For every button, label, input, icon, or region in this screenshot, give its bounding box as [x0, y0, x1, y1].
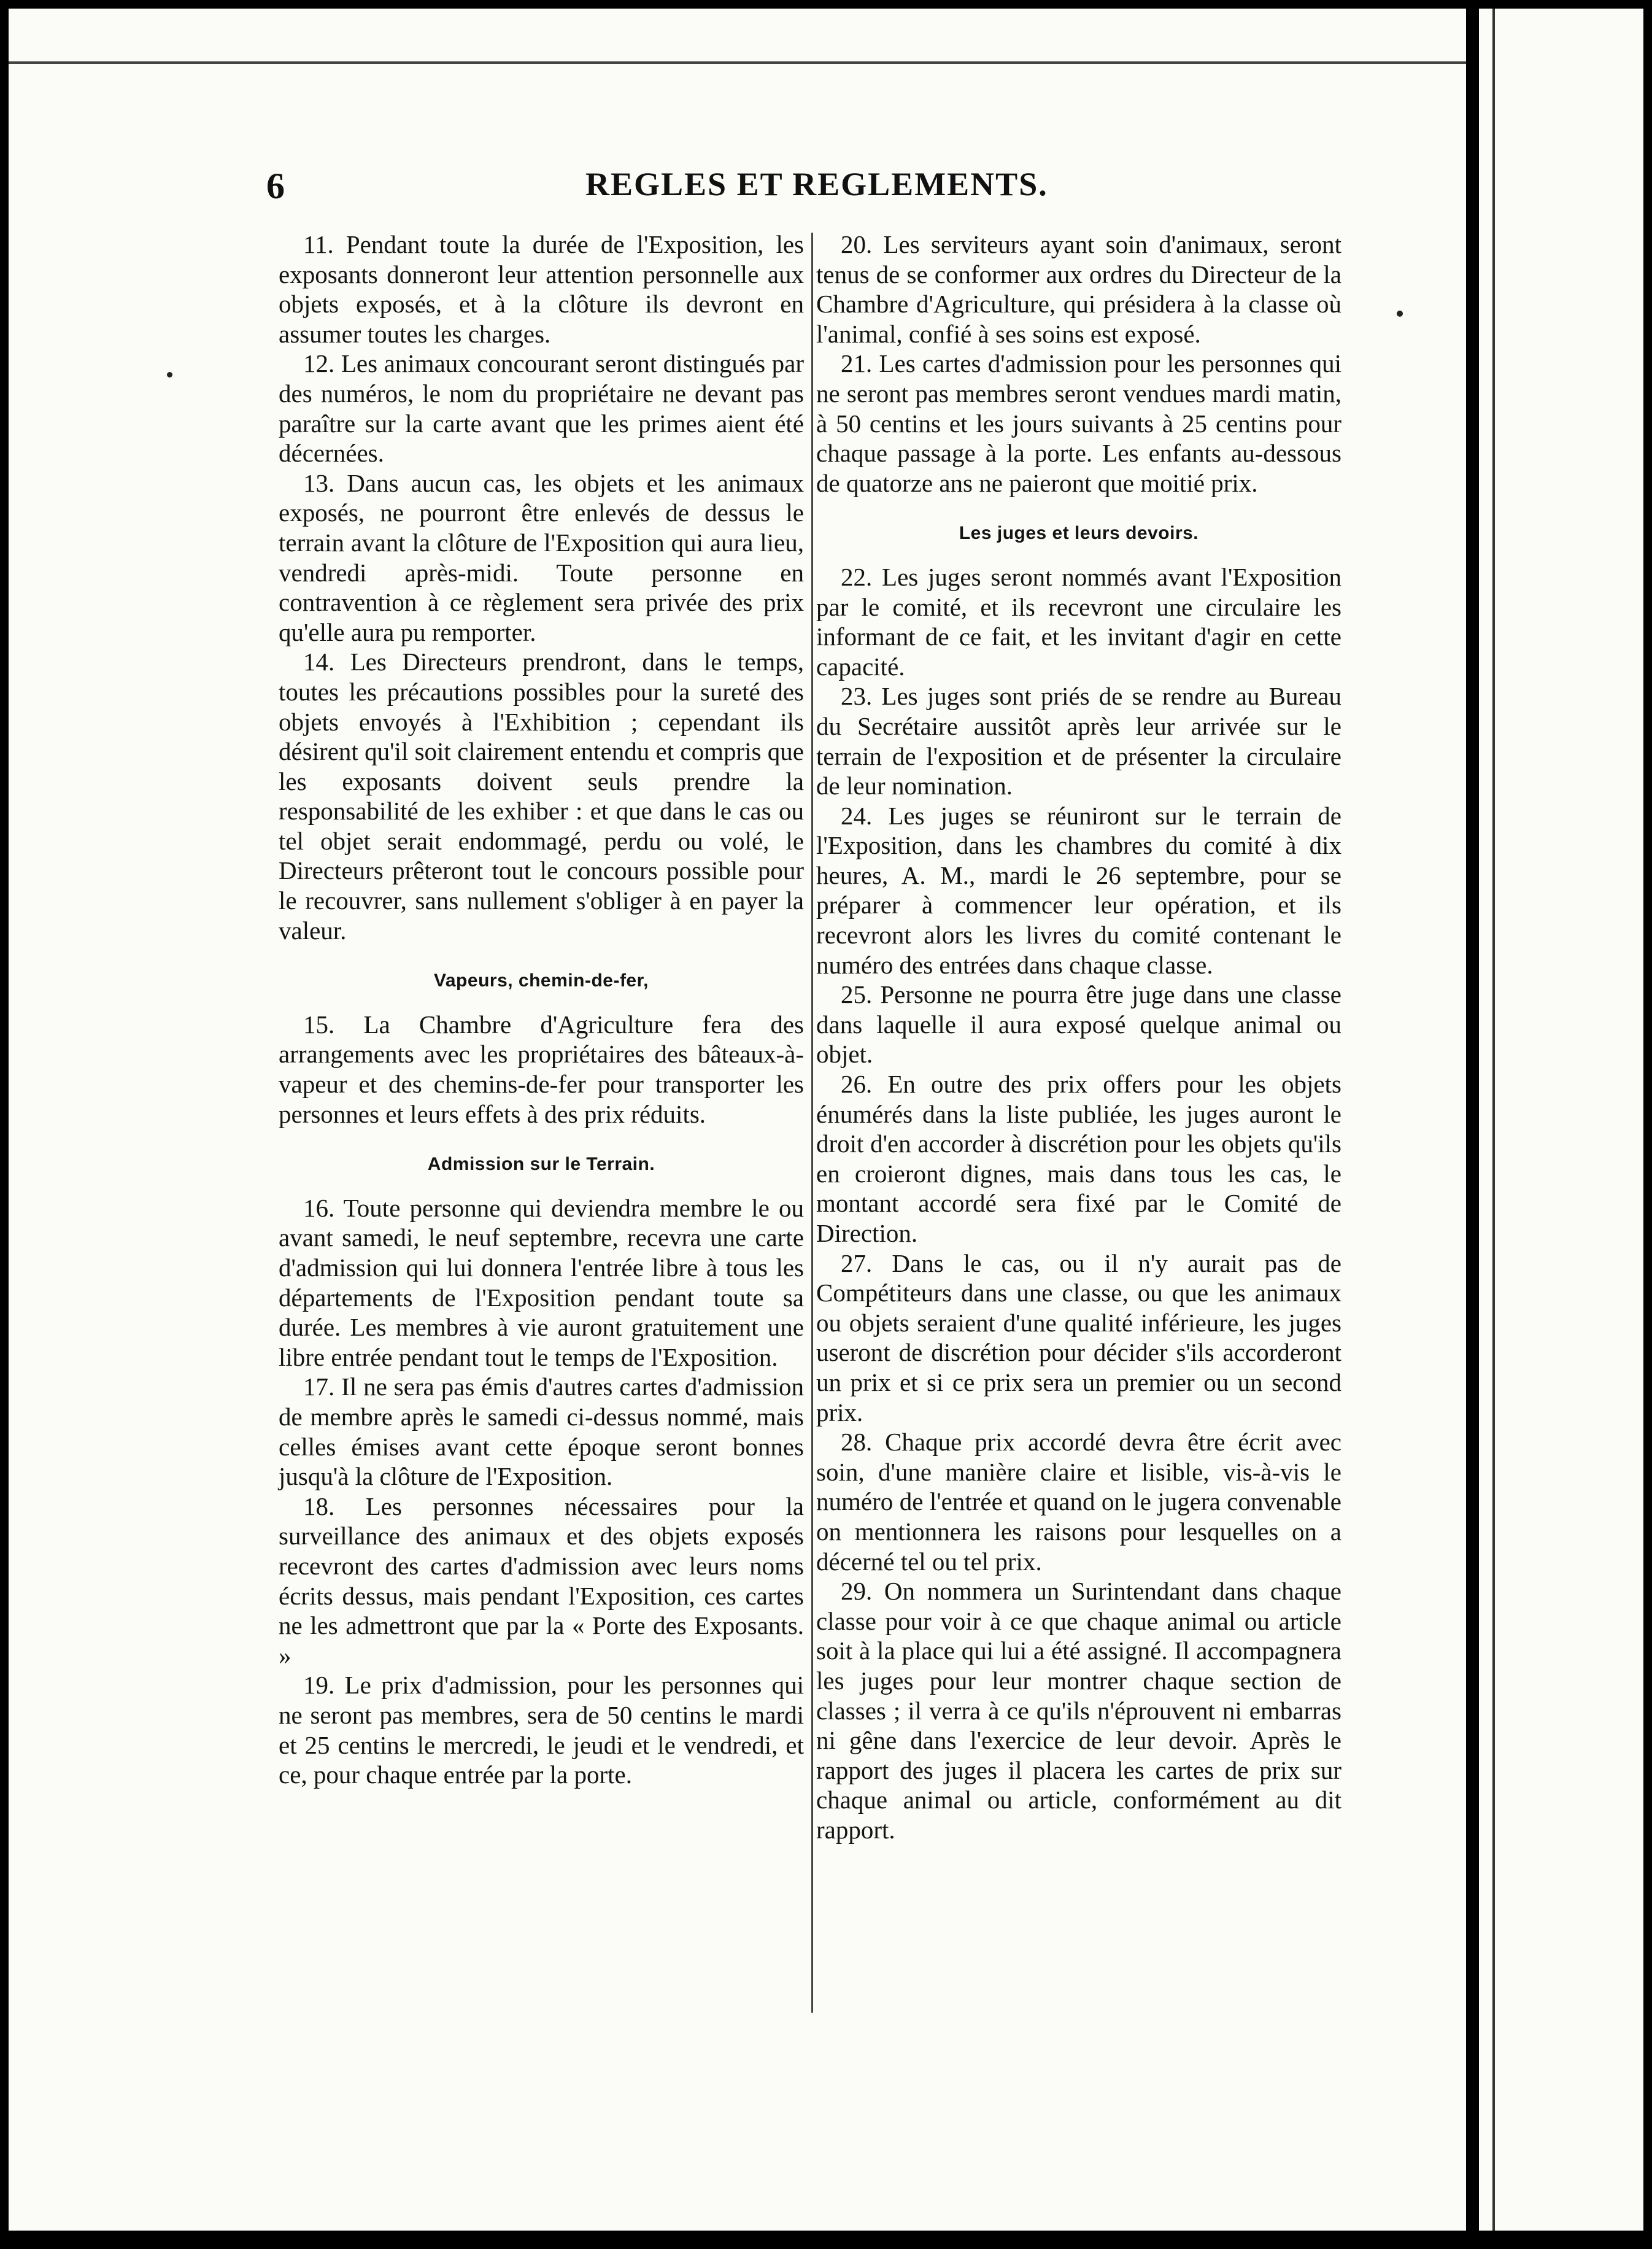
top-border-rule	[9, 61, 1466, 64]
rule-paragraph	[816, 1427, 1341, 1576]
rule-number: 27.	[841, 1248, 873, 1277]
rule-number: 24.	[841, 801, 873, 830]
rule-text: Pendant toute la durée de l'Exposition, les exposants donneront leur attention personnelle aux objets exposés, et à la clôture ils devront en assumer toutes les charges.	[279, 230, 805, 348]
rule-text: Les cartes d'admission pour les personnes qui ne seront pas membres seront vendues mardi matin, à 50 centins et les jours suivants à 25 centins pour chaque passage à la porte. Les enfants au-dessous de quatorze ans ne paieront que moitié prix.	[816, 349, 1341, 497]
page-number: 6	[266, 166, 285, 206]
rule-text: Les animaux concourant seront distingués par des numéros, le nom du propriétaire ne devant pas paraître sur la carte avant que les primes aient été décernées.	[279, 349, 804, 468]
rule-text: On nommera un Surintendant dans chaque classe pour voir à ce que chaque animal ou article soit à la place qui lui a été assigné. Il accompagnera les juges pour leur montrer chaque section de classes ; il verra à ce qu'ils n'éprouvent ni embarras ni gêne dans l'exercice de leur devoir. Après le rapport des juges il placera les cartes de prix sur chaque animal ou article, conformément au dit rapport.	[816, 1577, 1341, 1844]
rule-paragraph	[816, 1576, 1341, 1844]
rule-number: 28.	[841, 1428, 873, 1457]
scan-speck	[1397, 311, 1403, 317]
rule-text: Les juges sont priés de se rendre au Bureau du Secrétaire aussitôt après leur arrivée sur le terrain de l'exposition et de présenter la circulaire de leur nomination.	[816, 682, 1342, 800]
rule-paragraph	[816, 349, 1341, 498]
rule-number: 20.	[841, 230, 873, 258]
rule-paragraph	[279, 1492, 804, 1671]
rule-number: 11.	[303, 230, 334, 258]
rule-text: Chaque prix accordé devra être écrit avec soin, d'une manière claire et lisible, vis-à-vis le numéro de l'entrée et quand on le jugera convenable on mentionnera les raisons pour lesquelles on a décerné tel ou tel prix.	[816, 1428, 1342, 1576]
rule-number: 13.	[303, 468, 335, 497]
rule-number: 23.	[841, 682, 873, 711]
rule-number: 22.	[841, 562, 873, 591]
rule-paragraph	[816, 980, 1341, 1069]
rule-paragraph	[279, 349, 804, 468]
rule-paragraph	[279, 1670, 804, 1789]
section-heading: Vapeurs, chemin-de-fer,	[434, 970, 649, 991]
rule-text: Le prix d'admission, pour les personnes qui ne seront pas membres, sera de 50 centins le mardi et 25 centins le mercredi, le jeudi et le vendredi, et ce, pour chaque entrée par la porte.	[279, 1671, 805, 1789]
adjacent-page-edge	[1479, 9, 1643, 2231]
rule-number: 18.	[303, 1492, 335, 1520]
rule-number: 21.	[841, 349, 873, 378]
rule-text: La Chambre d'Agriculture fera des arrangements avec les propriétaires des bâteaux-à-vapeur et des chemins-de-fer pour transporter les personnes et leurs effets à des prix réduits.	[279, 1010, 804, 1128]
rule-paragraph	[279, 230, 804, 349]
rule-text: Les juges se réuniront sur le terrain de l'Exposition, dans les chambres du comité à dix heures, A. M., mardi le 26 septembre, pour se préparer à commencer leur opération, et ils recevront alors les livres du comité contenant le numéro des entrées dans chaque classe.	[816, 801, 1342, 979]
rule-paragraph	[279, 468, 804, 648]
rule-text: Il ne sera pas émis d'autres cartes d'admission de membre après le samedi ci-dessus nommé, mais celles émises avant cette époque seront bonnes jusqu'à la clôture de l'Exposition.	[279, 1372, 804, 1491]
rule-text: Les serviteurs ayant soin d'animaux, seront tenus de se conformer aux ordres du Directeur de la Chambre d'Agriculture, qui présidera à la classe où l'animal, confié à ses soins est exposé.	[816, 230, 1341, 348]
column-divider	[811, 233, 813, 2013]
section-heading: Admission sur le Terrain.	[427, 1154, 655, 1175]
rule-number: 14.	[303, 648, 335, 676]
section-heading: Les juges et leurs devoirs.	[959, 523, 1199, 544]
page-edge-line	[1492, 9, 1495, 2231]
rule-text: Dans le cas, ou il n'y aurait pas de Compétiteurs dans une classe, ou que les animaux ou objets seraient d'une qualité inférieure, les juges useront de discrétion pour décider s'ils accorderont un prix et si ce prix sera un premier ou un second prix.	[816, 1248, 1342, 1426]
rule-paragraph	[816, 562, 1341, 681]
rule-paragraph	[279, 1010, 804, 1129]
rule-number: 19.	[303, 1671, 335, 1700]
rule-paragraph	[279, 647, 804, 945]
rule-paragraph	[816, 1248, 1341, 1428]
right-column	[816, 230, 1341, 1844]
scan-speck	[167, 372, 172, 377]
rule-number: 17.	[303, 1372, 335, 1401]
document-page	[9, 9, 1466, 2231]
rule-paragraph	[816, 230, 1341, 349]
rule-number: 12.	[303, 349, 335, 378]
rule-paragraph	[279, 1372, 804, 1491]
rule-paragraph	[816, 681, 1341, 800]
rule-number: 15.	[303, 1010, 335, 1039]
rule-number: 26.	[841, 1070, 873, 1099]
rule-text: Dans aucun cas, les objets et les animaux exposés, ne pourront être enlevés de dessus le terrain avant la clôture de l'Exposition qui aura lieu, vendredi après-midi. Toute personne en contravention à ce règlement sera privée des prix qu'elle aura pu remporter.	[279, 468, 804, 646]
rule-paragraph	[816, 1069, 1341, 1248]
rule-number: 29.	[841, 1577, 873, 1606]
rule-text: Toute personne qui deviendra membre le ou avant samedi, le neuf septembre, recevra une carte d'admission qui lui donnera l'entrée libre à tous les départements de l'Exposition pendant toute sa durée. Les membres à vie auront gratuitement une libre entrée pendant tout le temps de l'Exposition.	[279, 1193, 804, 1371]
rule-number: 16.	[303, 1193, 335, 1222]
running-head	[9, 165, 1466, 214]
rule-text: Les juges seront nommés avant l'Exposition par le comité, et ils recevront une circulaire les informant de ce fait, et les invitant d'agir en cette capacité.	[816, 562, 1341, 681]
rule-number: 25.	[841, 980, 873, 1009]
running-title: REGLES ET REGLEMENTS.	[585, 166, 1048, 203]
rule-paragraph	[279, 1193, 804, 1372]
left-column	[279, 230, 804, 1790]
rule-text: Les Directeurs prendront, dans le temps, toutes les précautions possibles pour la sureté des objets envoyés à l'Exhibition ; cependant ils désirent qu'il soit clairement entendu et compris que les exposants doivent seuls prendre la responsabilité de les exhiber : et que dans le cas ou tel objet serait endommagé, perdu ou volé, le Directeurs prêteront tout le concours possible pour le recouvrer, sans nullement s'obliger à en payer la valeur.	[279, 648, 804, 945]
rule-paragraph	[816, 801, 1341, 980]
rule-text: En outre des prix offers pour les objets énumérés dans la liste publiée, les juges auront le droit d'en accorder à discrétion pour les objets qu'ils en croieront dignes, mais dans tous les cas, le montant accordé sera fixé par le Comité de Direction.	[816, 1070, 1341, 1247]
rule-text: Les personnes nécessaires pour la surveillance des animaux et des objets exposés recevront des cartes d'admission avec leurs noms écrits dessus, mais pendant l'Exposition, ces cartes ne les admettront que par la « Porte des Exposants. »	[279, 1492, 804, 1670]
rule-text: Personne ne pourra être juge dans une classe dans laquelle il aura exposé quelque animal ou objet.	[816, 980, 1341, 1069]
